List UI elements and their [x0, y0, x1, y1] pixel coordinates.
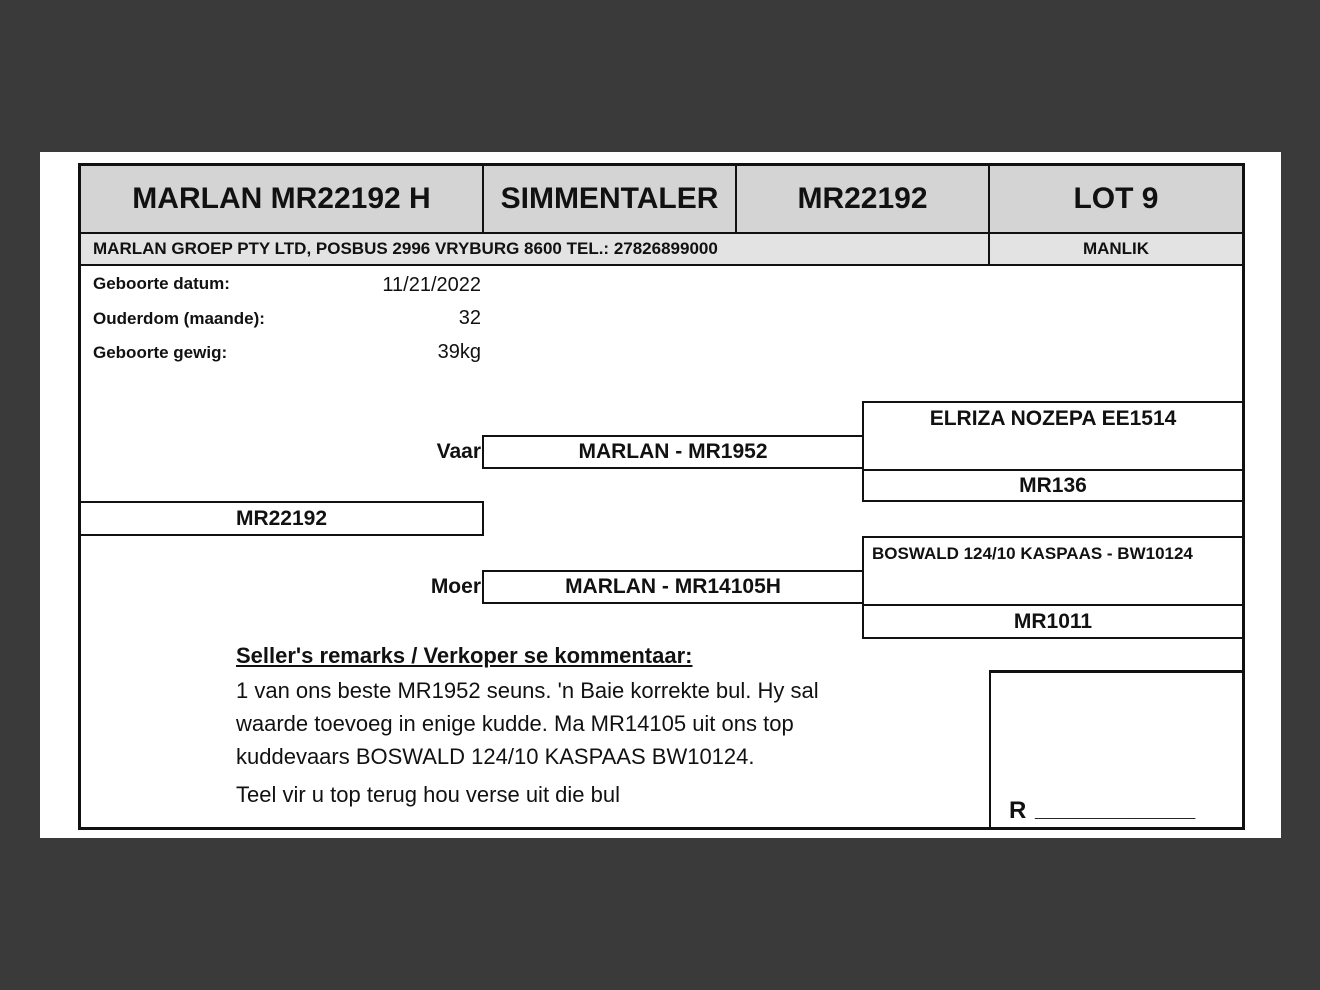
birth-weight-label: Geboorte gewig: — [93, 343, 228, 362]
remark-line: waarde toevoeg in enige kudde. Ma MR14105 uit ons top — [236, 711, 794, 736]
dam-dam-box: MR1011 — [862, 604, 1242, 639]
remarks-title: Seller's remarks / Verkoper se kommentaar: — [236, 643, 693, 668]
animal-box: MR22192 — [81, 501, 484, 536]
price-blank: ____________ — [1035, 795, 1196, 822]
dam-label: Moer — [430, 575, 481, 598]
sire-box: MARLAN - MR1952 — [482, 435, 864, 469]
sire-sire-box: ELRIZA NOZEPA EE1514 — [862, 401, 1242, 437]
sex: MANLIK — [990, 234, 1242, 266]
lot-number: LOT 9 — [990, 166, 1242, 234]
dam-sire-box: BOSWALD 124/10 KASPAAS - BW10124 — [862, 536, 1242, 572]
owner-line: MARLAN GROEP PTY LTD, POSBUS 2996 VRYBURG 8600 TEL.: 27826899000 — [81, 234, 990, 266]
birth-date-value: 11/21/2022 — [382, 274, 481, 296]
age-value: 32 — [458, 307, 481, 329]
price-box — [989, 670, 1242, 827]
birth-date-label: Geboorte datum: — [93, 274, 230, 293]
birth-weight-value: 39kg — [437, 341, 481, 363]
dam-box: MARLAN - MR14105H — [482, 570, 864, 604]
sire-label: Vaar — [436, 440, 481, 463]
breed: SIMMENTALER — [484, 166, 737, 234]
sire-connector — [862, 435, 1242, 471]
dam-connector — [862, 570, 1242, 606]
registration-id: MR22192 — [737, 166, 990, 234]
remark-line: 1 van ons beste MR1952 seuns. 'n Baie korrekte bul. Hy sal — [236, 678, 819, 703]
remark-line: kuddevaars BOSWALD 124/10 KASPAAS BW10124. — [236, 744, 755, 769]
sire-dam-box: MR136 — [862, 469, 1242, 502]
age-label: Ouderdom (maande): — [93, 309, 265, 328]
animal-name: MARLAN MR22192 H — [81, 166, 484, 234]
remark-line: Teel vir u top terug hou verse uit die bul — [236, 782, 621, 807]
lot-card — [78, 163, 1245, 830]
price-currency: R — [1009, 797, 1027, 824]
